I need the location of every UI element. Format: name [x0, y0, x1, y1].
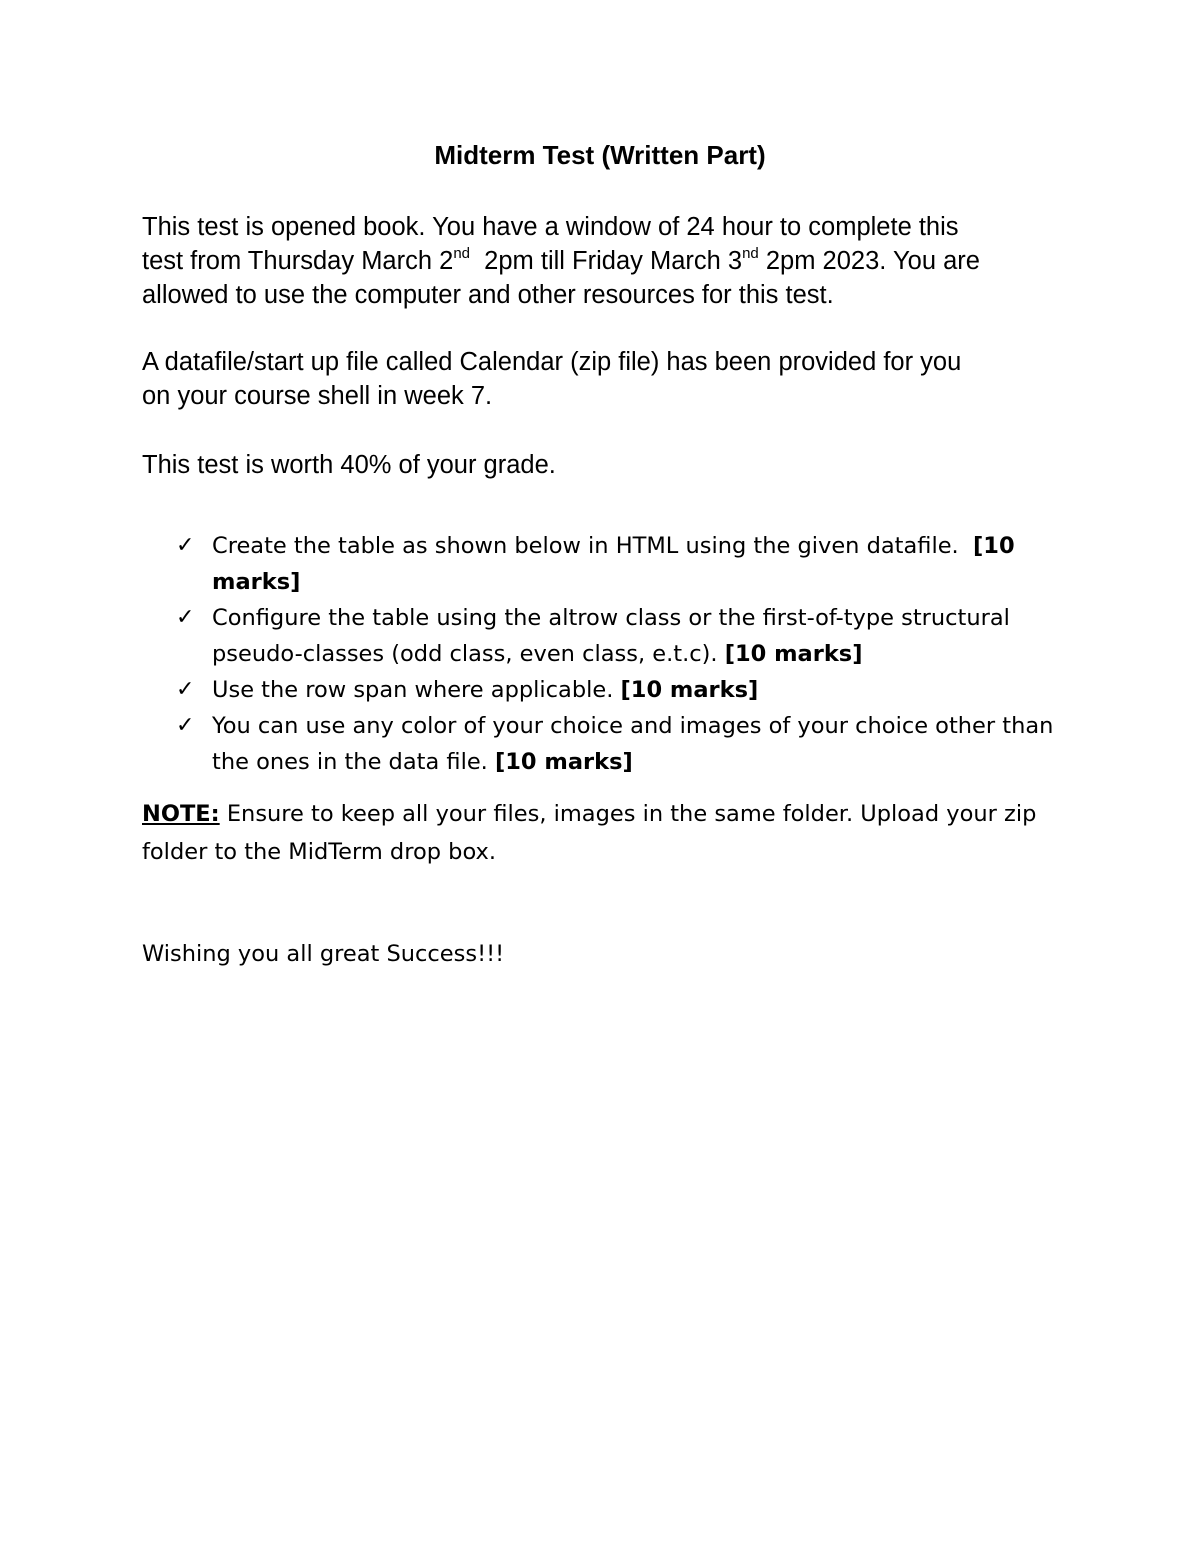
- intro-line-3: allowed to use the computer and other resources for this test.: [142, 281, 834, 309]
- datafile-paragraph: [142, 345, 1082, 413]
- datafile-line-1: A datafile/start up file called Calendar (zip file) has been provided for you: [142, 348, 962, 376]
- checkmark-icon: ✓: [176, 713, 195, 738]
- closing-message: Wishing you all great Success!!!: [142, 941, 505, 967]
- worth-paragraph: This test is worth 40% of your grade.: [142, 451, 556, 479]
- checkmark-icon: ✓: [176, 605, 195, 630]
- checkmark-icon: ✓: [176, 677, 195, 702]
- checklist-item: ✓ Use the row span where applicable. [10 marks]: [176, 672, 1076, 708]
- checkmark-icon: ✓: [176, 533, 195, 558]
- intro-paragraph: [142, 210, 1082, 312]
- document-title: Midterm Test (Written Part): [434, 140, 766, 170]
- checklist-item: ✓ You can use any color of your choice and images of your choice other than the ones in the data file. [10 marks]: [176, 708, 1076, 780]
- note-label: NOTE:: [142, 801, 220, 827]
- checklist-item: ✓ Configure the table using the altrow class or the first-of-type structural pseudo-classes (odd class, even class, e.t.c). [10 marks]: [176, 600, 1076, 672]
- intro-line-1: This test is opened book. You have a window of 24 hour to complete this: [142, 213, 959, 241]
- note-paragraph: NOTE: Ensure to keep all your files, images in the same folder. Upload your zip folder to the MidTerm drop box.: [142, 801, 1037, 865]
- checklist-item: ✓ Create the table as shown below in HTML using the given datafile. [10 marks]: [176, 528, 1076, 600]
- datafile-line-2: on your course shell in week 7.: [142, 382, 493, 410]
- intro-line-2: test from Thursday March 2nd 2pm till Friday March 3nd 2pm 2023. You are: [142, 245, 980, 275]
- requirements-checklist: [176, 528, 1076, 780]
